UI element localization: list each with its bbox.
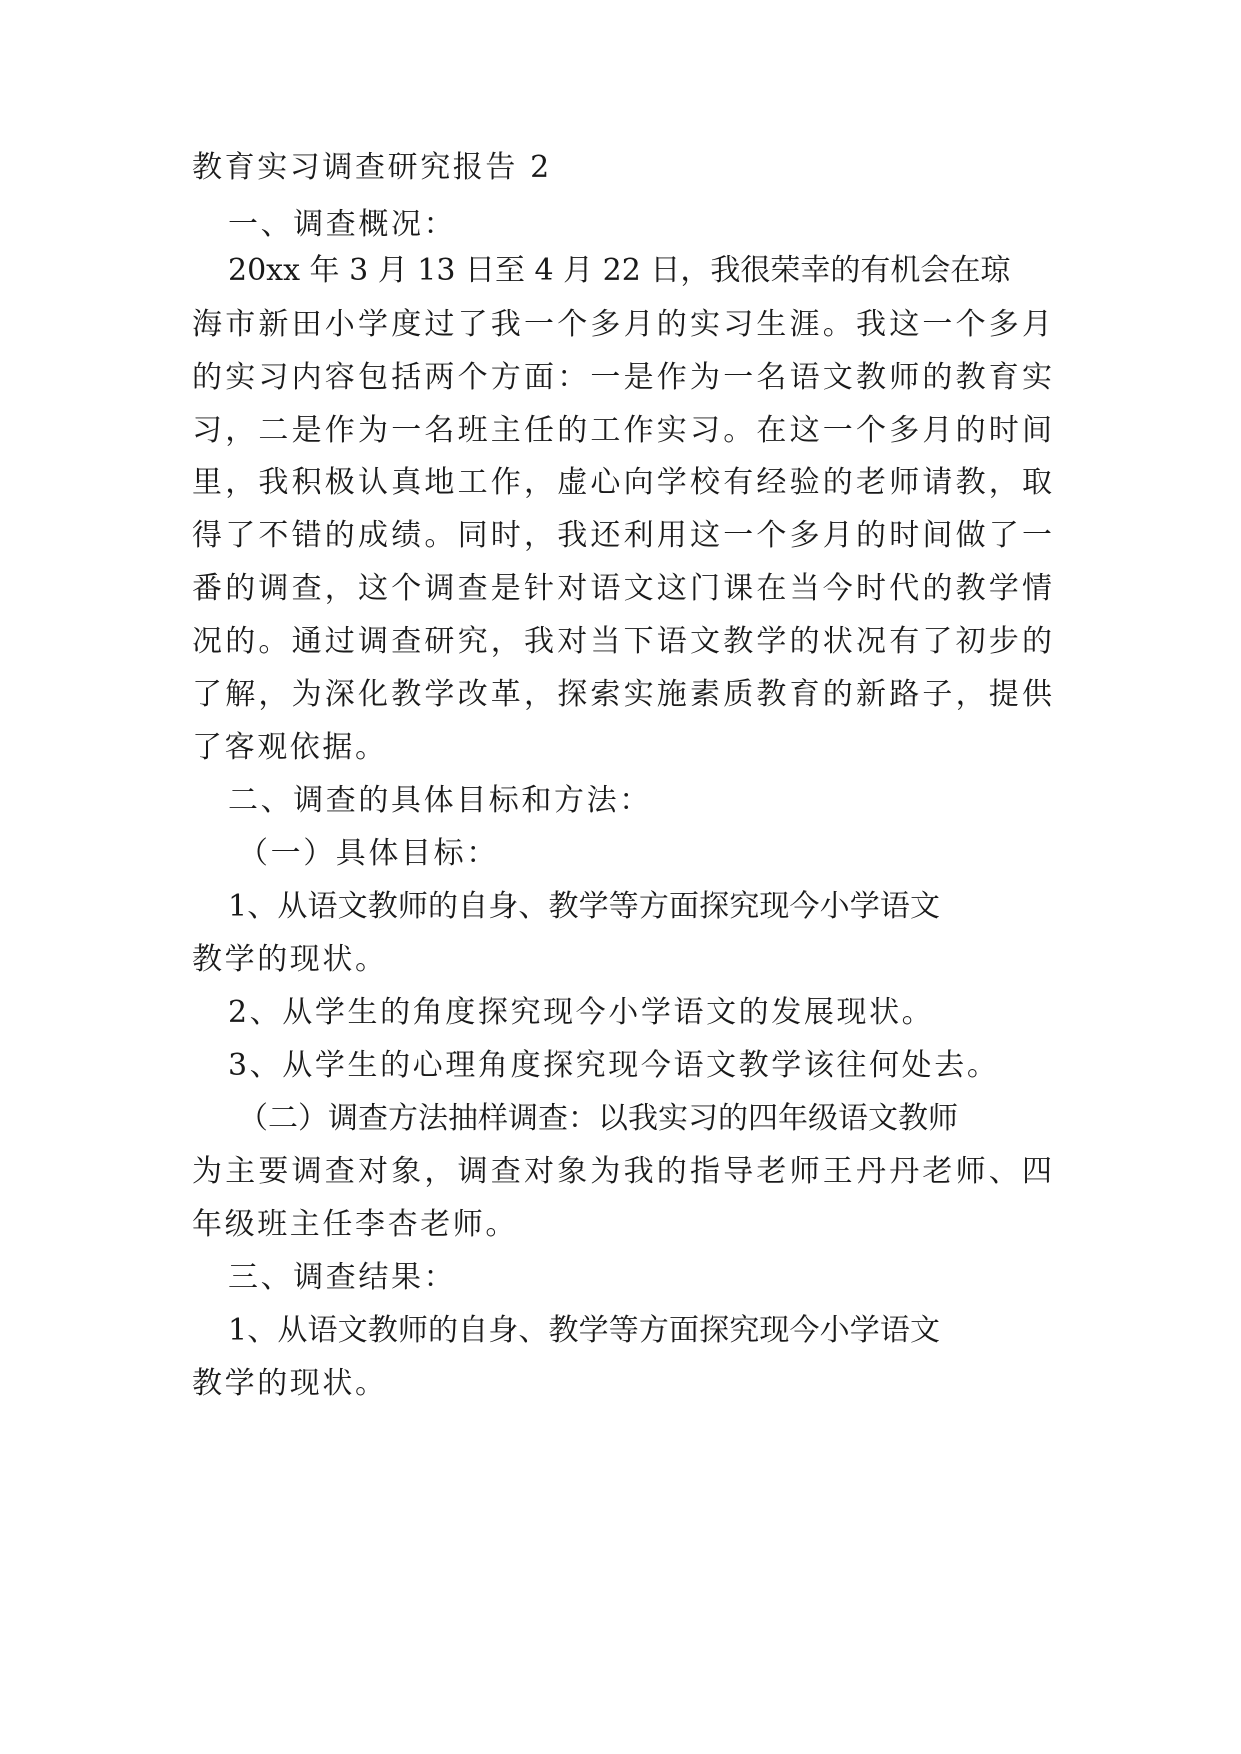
paragraph-line: （二）调查方法抽样调查：以我实习的四年级语文教师 (238, 1101, 958, 1136)
list-item-line: 教学的现状。 (192, 1366, 388, 1401)
paragraph-line: 得了不错的成绩。同时，我还利用这一个多月的时间做了一 (192, 518, 1052, 553)
list-item-line: 2、从学生的角度探究现今小学语文的发展现状。 (228, 995, 935, 1030)
section-heading: 一、调查概况： (228, 207, 457, 242)
paragraph-line: 年级班主任李杏老师。 (192, 1207, 518, 1242)
list-item-line: 教学的现状。 (192, 942, 388, 977)
subsection-heading: （一）具体目标： (238, 836, 499, 871)
paragraph-line: 况的。通过调查研究，我对当下语文教学的状况有了初步的 (192, 624, 1052, 659)
document-title: 教育实习调查研究报告 2 (192, 150, 552, 185)
paragraph-line: 海市新田小学度过了我一个多月的实习生涯。我这一个多月 (192, 307, 1052, 342)
paragraph-line: 习，二是作为一名班主任的工作实习。在这一个多月的时间 (192, 413, 1052, 448)
section-heading: 三、调查结果： (228, 1260, 457, 1295)
paragraph-line: 了客观依据。 (192, 730, 388, 765)
paragraph-line: 里，我积极认真地工作，虚心向学校有经验的老师请教，取 (192, 465, 1052, 500)
paragraph-line: 了解，为深化教学改革，探索实施素质教育的新路子，提供 (192, 677, 1052, 712)
list-item-line: 1、从语文教师的自身、教学等方面探究现今小学语文 (228, 1313, 940, 1348)
section-heading: 二、调查的具体目标和方法： (228, 783, 652, 818)
paragraph-line: 的实习内容包括两个方面：一是作为一名语文教师的教育实 (192, 360, 1052, 395)
paragraph-line: 为主要调查对象，调查对象为我的指导老师王丹丹老师、四 (192, 1154, 1052, 1189)
list-item-line: 3、从学生的心理角度探究现今语文教学该往何处去。 (228, 1048, 1000, 1083)
paragraph-line: 20xx 年 3 月 13 日至 4 月 22 日，我很荣幸的有机会在琼 (228, 253, 1011, 288)
paragraph-line: 番的调查，这个调查是针对语文这门课在当今时代的教学情 (192, 571, 1052, 606)
list-item-line: 1、从语文教师的自身、教学等方面探究现今小学语文 (228, 889, 940, 924)
